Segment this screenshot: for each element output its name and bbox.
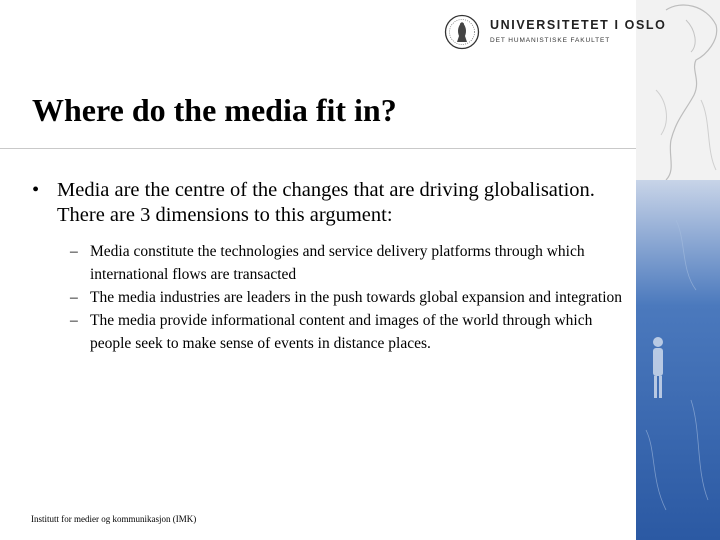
sub-bullet-text: Media constitute the technologies and service delivery platforms through which international flows are transacted [90, 243, 585, 283]
sub-bullet-item [70, 309, 635, 355]
sub-bullet-item [70, 240, 635, 286]
faculty-name: DET HUMANISTISKE FAKULTET [490, 37, 611, 44]
dash-marker: – [70, 312, 78, 329]
dash-marker: – [70, 289, 78, 306]
footer-text: Institutt for medier og kommunikasjon (IMK) [31, 514, 197, 524]
sub-bullet-text: The media provide informational content and images of the world through which people seek to make sense of events in distance places. [90, 312, 593, 352]
university-logo [444, 14, 667, 54]
university-seal-icon [444, 14, 480, 50]
sub-bullet-text: The media industries are leaders in the push towards global expansion and integration [90, 289, 623, 306]
bullet-marker: • [32, 179, 40, 201]
title-divider [0, 148, 636, 149]
main-bullet-text: Media are the centre of the changes that are driving globalisation. There are 3 dimensions to this argument: [57, 179, 595, 226]
sub-bullet-list [70, 240, 635, 355]
university-name: UNIVERSITETET I OSLO [490, 18, 667, 32]
decorative-side-strip [636, 0, 720, 540]
slide-title: Where do the media fit in? [32, 92, 397, 128]
dash-marker: – [70, 243, 78, 260]
sub-bullet-item [70, 286, 635, 309]
